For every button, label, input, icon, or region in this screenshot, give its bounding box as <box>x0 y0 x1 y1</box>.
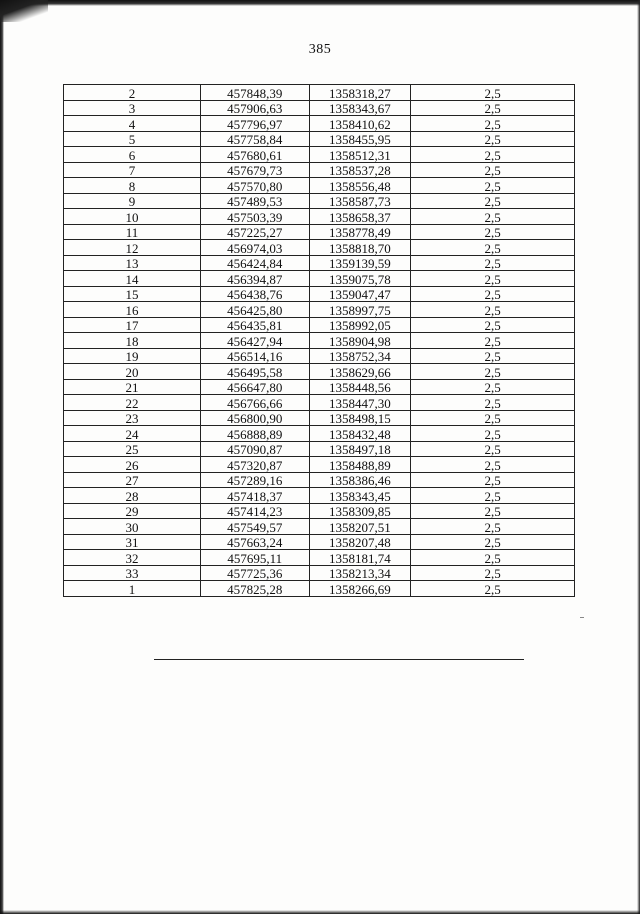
y-coordinate-cell: 1358455,95 <box>309 131 411 147</box>
table-row <box>64 348 575 364</box>
y-coordinate-cell: 1358904,98 <box>309 333 411 349</box>
point-number-cell: 10 <box>64 209 201 225</box>
value-cell: 2,5 <box>411 348 575 364</box>
point-number-cell: 26 <box>64 457 201 473</box>
value-cell: 2,5 <box>411 85 575 101</box>
x-coordinate-cell: 456974,03 <box>200 240 309 256</box>
value-cell: 2,5 <box>411 162 575 178</box>
value-cell: 2,5 <box>411 116 575 132</box>
x-coordinate-cell: 457549,57 <box>200 519 309 535</box>
table-row <box>64 178 575 194</box>
table-row <box>64 85 575 101</box>
value-cell: 2,5 <box>411 395 575 411</box>
y-coordinate-cell: 1358752,34 <box>309 348 411 364</box>
point-number-cell: 31 <box>64 534 201 550</box>
x-coordinate-cell: 457906,63 <box>200 100 309 116</box>
point-number-cell: 21 <box>64 379 201 395</box>
x-coordinate-cell: 457489,53 <box>200 193 309 209</box>
x-coordinate-cell: 457418,37 <box>200 488 309 504</box>
y-coordinate-cell: 1358658,37 <box>309 209 411 225</box>
value-cell: 2,5 <box>411 131 575 147</box>
value-cell: 2,5 <box>411 193 575 209</box>
point-number-cell: 5 <box>64 131 201 147</box>
point-number-cell: 19 <box>64 348 201 364</box>
point-number-cell: 3 <box>64 100 201 116</box>
y-coordinate-cell: 1358386,46 <box>309 472 411 488</box>
value-cell: 2,5 <box>411 472 575 488</box>
point-number-cell: 6 <box>64 147 201 163</box>
value-cell: 2,5 <box>411 581 575 597</box>
table-row <box>64 519 575 535</box>
x-coordinate-cell: 456800,90 <box>200 410 309 426</box>
point-number-cell: 17 <box>64 317 201 333</box>
value-cell: 2,5 <box>411 286 575 302</box>
point-number-cell: 23 <box>64 410 201 426</box>
x-coordinate-cell: 456888,89 <box>200 426 309 442</box>
value-cell: 2,5 <box>411 271 575 287</box>
table-row <box>64 379 575 395</box>
x-coordinate-cell: 456438,76 <box>200 286 309 302</box>
coordinates-table-body <box>64 85 575 597</box>
table-row <box>64 224 575 240</box>
y-coordinate-cell: 1358266,69 <box>309 581 411 597</box>
point-number-cell: 29 <box>64 503 201 519</box>
value-cell: 2,5 <box>411 565 575 581</box>
table-row <box>64 333 575 349</box>
point-number-cell: 25 <box>64 441 201 457</box>
x-coordinate-cell: 457680,61 <box>200 147 309 163</box>
y-coordinate-cell: 1358488,89 <box>309 457 411 473</box>
point-number-cell: 4 <box>64 116 201 132</box>
point-number-cell: 30 <box>64 519 201 535</box>
y-coordinate-cell: 1358992,05 <box>309 317 411 333</box>
value-cell: 2,5 <box>411 550 575 566</box>
value-cell: 2,5 <box>411 410 575 426</box>
value-cell: 2,5 <box>411 488 575 504</box>
y-coordinate-cell: 1358447,30 <box>309 395 411 411</box>
table-row <box>64 255 575 271</box>
value-cell: 2,5 <box>411 379 575 395</box>
table-row <box>64 147 575 163</box>
y-coordinate-cell: 1358498,15 <box>309 410 411 426</box>
x-coordinate-cell: 456495,58 <box>200 364 309 380</box>
x-coordinate-cell: 457225,27 <box>200 224 309 240</box>
x-coordinate-cell: 457825,28 <box>200 581 309 597</box>
table-row <box>64 395 575 411</box>
y-coordinate-cell: 1358512,31 <box>309 147 411 163</box>
table-row <box>64 472 575 488</box>
table-row <box>64 410 575 426</box>
value-cell: 2,5 <box>411 503 575 519</box>
point-number-cell: 15 <box>64 286 201 302</box>
value-cell: 2,5 <box>411 534 575 550</box>
point-number-cell: 32 <box>64 550 201 566</box>
point-number-cell: 33 <box>64 565 201 581</box>
y-coordinate-cell: 1358997,75 <box>309 302 411 318</box>
value-cell: 2,5 <box>411 240 575 256</box>
point-number-cell: 14 <box>64 271 201 287</box>
x-coordinate-cell: 457725,36 <box>200 565 309 581</box>
x-coordinate-cell: 456435,81 <box>200 317 309 333</box>
y-coordinate-cell: 1358556,48 <box>309 178 411 194</box>
x-coordinate-cell: 457663,24 <box>200 534 309 550</box>
y-coordinate-cell: 1358818,70 <box>309 240 411 256</box>
y-coordinate-cell: 1358309,85 <box>309 503 411 519</box>
page-number: 385 <box>308 42 332 57</box>
value-cell: 2,5 <box>411 302 575 318</box>
scan-edge-left <box>0 0 4 914</box>
x-coordinate-cell: 457289,16 <box>200 472 309 488</box>
x-coordinate-cell: 456647,80 <box>200 379 309 395</box>
x-coordinate-cell: 457758,84 <box>200 131 309 147</box>
x-coordinate-cell: 457503,39 <box>200 209 309 225</box>
x-coordinate-cell: 456427,94 <box>200 333 309 349</box>
value-cell: 2,5 <box>411 255 575 271</box>
x-coordinate-cell: 456514,16 <box>200 348 309 364</box>
point-number-cell: 28 <box>64 488 201 504</box>
table-row <box>64 209 575 225</box>
table-row <box>64 302 575 318</box>
table-row <box>64 457 575 473</box>
scan-edge-bottom <box>0 910 640 914</box>
y-coordinate-cell: 1358432,48 <box>309 426 411 442</box>
table-row <box>64 364 575 380</box>
point-number-cell: 1 <box>64 581 201 597</box>
x-coordinate-cell: 456394,87 <box>200 271 309 287</box>
value-cell: 2,5 <box>411 364 575 380</box>
value-cell: 2,5 <box>411 457 575 473</box>
table-row <box>64 271 575 287</box>
value-cell: 2,5 <box>411 441 575 457</box>
x-coordinate-cell: 456766,66 <box>200 395 309 411</box>
x-coordinate-cell: 457414,23 <box>200 503 309 519</box>
y-coordinate-cell: 1359047,47 <box>309 286 411 302</box>
x-coordinate-cell: 457796,97 <box>200 116 309 132</box>
value-cell: 2,5 <box>411 209 575 225</box>
value-cell: 2,5 <box>411 224 575 240</box>
point-number-cell: 24 <box>64 426 201 442</box>
point-number-cell: 18 <box>64 333 201 349</box>
x-coordinate-cell: 456425,80 <box>200 302 309 318</box>
y-coordinate-cell: 1358318,27 <box>309 85 411 101</box>
scan-corner-shadow <box>0 0 48 22</box>
scan-speck <box>580 617 584 618</box>
value-cell: 2,5 <box>411 519 575 535</box>
table-row <box>64 240 575 256</box>
x-coordinate-cell: 457679,73 <box>200 162 309 178</box>
table-row <box>64 162 575 178</box>
y-coordinate-cell: 1358778,49 <box>309 224 411 240</box>
coordinates-table <box>63 84 575 597</box>
y-coordinate-cell: 1358448,56 <box>309 379 411 395</box>
point-number-cell: 9 <box>64 193 201 209</box>
y-coordinate-cell: 1358537,28 <box>309 162 411 178</box>
y-coordinate-cell: 1358587,73 <box>309 193 411 209</box>
point-number-cell: 7 <box>64 162 201 178</box>
point-number-cell: 16 <box>64 302 201 318</box>
point-number-cell: 20 <box>64 364 201 380</box>
value-cell: 2,5 <box>411 100 575 116</box>
y-coordinate-cell: 1358629,66 <box>309 364 411 380</box>
table-row <box>64 534 575 550</box>
table-row <box>64 581 575 597</box>
table-row <box>64 550 575 566</box>
y-coordinate-cell: 1358497,18 <box>309 441 411 457</box>
x-coordinate-cell: 457090,87 <box>200 441 309 457</box>
table-row <box>64 193 575 209</box>
table-row <box>64 317 575 333</box>
value-cell: 2,5 <box>411 426 575 442</box>
scan-edge-top <box>0 0 640 6</box>
table-row <box>64 503 575 519</box>
table-row <box>64 426 575 442</box>
point-number-cell: 12 <box>64 240 201 256</box>
table-row <box>64 131 575 147</box>
x-coordinate-cell: 456424,84 <box>200 255 309 271</box>
point-number-cell: 13 <box>64 255 201 271</box>
y-coordinate-cell: 1359139,59 <box>309 255 411 271</box>
x-coordinate-cell: 457695,11 <box>200 550 309 566</box>
point-number-cell: 27 <box>64 472 201 488</box>
y-coordinate-cell: 1358410,62 <box>309 116 411 132</box>
value-cell: 2,5 <box>411 147 575 163</box>
table-row <box>64 286 575 302</box>
value-cell: 2,5 <box>411 317 575 333</box>
x-coordinate-cell: 457320,87 <box>200 457 309 473</box>
x-coordinate-cell: 457570,80 <box>200 178 309 194</box>
point-number-cell: 11 <box>64 224 201 240</box>
table-row <box>64 441 575 457</box>
value-cell: 2,5 <box>411 178 575 194</box>
y-coordinate-cell: 1358213,34 <box>309 565 411 581</box>
y-coordinate-cell: 1358207,48 <box>309 534 411 550</box>
point-number-cell: 8 <box>64 178 201 194</box>
y-coordinate-cell: 1358181,74 <box>309 550 411 566</box>
point-number-cell: 22 <box>64 395 201 411</box>
table-row <box>64 116 575 132</box>
value-cell: 2,5 <box>411 333 575 349</box>
table-row <box>64 488 575 504</box>
x-coordinate-cell: 457848,39 <box>200 85 309 101</box>
horizontal-rule <box>154 659 524 660</box>
table-row <box>64 100 575 116</box>
table-row <box>64 565 575 581</box>
point-number-cell: 2 <box>64 85 201 101</box>
y-coordinate-cell: 1358343,45 <box>309 488 411 504</box>
y-coordinate-cell: 1359075,78 <box>309 271 411 287</box>
y-coordinate-cell: 1358207,51 <box>309 519 411 535</box>
y-coordinate-cell: 1358343,67 <box>309 100 411 116</box>
